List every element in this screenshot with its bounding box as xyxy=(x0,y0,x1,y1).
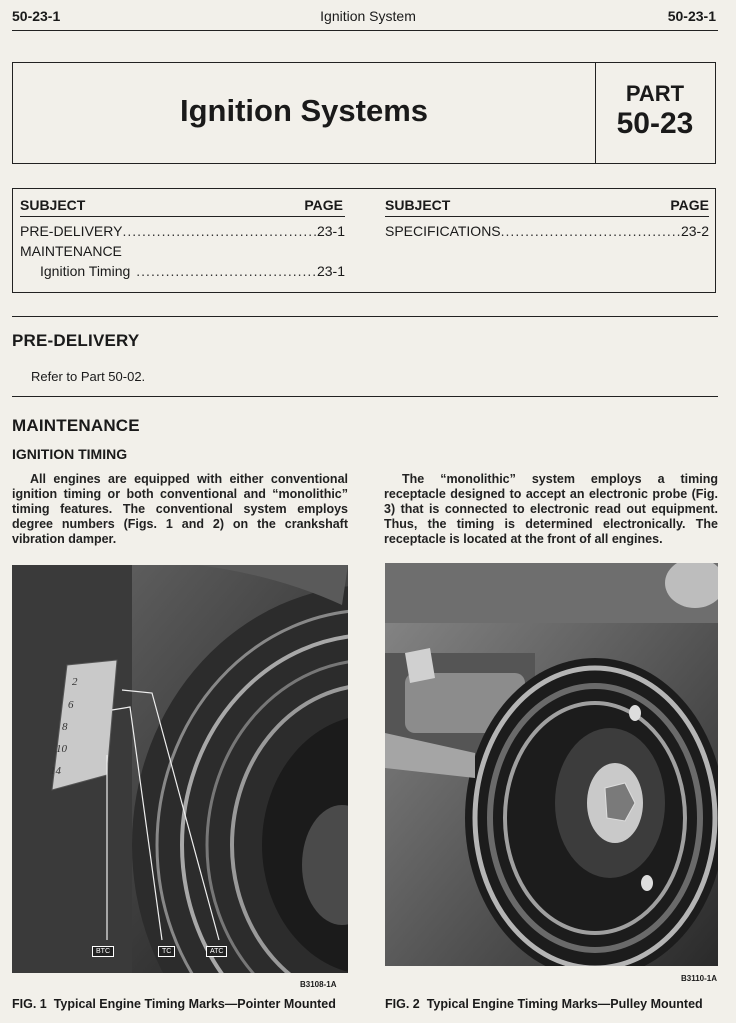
toc-subject-heading-left: SUBJECT xyxy=(20,197,86,213)
toc-entry-label: PRE-DELIVERY xyxy=(20,223,123,239)
figure-2-caption-text: Typical Engine Timing Marks—Pulley Mounted xyxy=(426,997,703,1011)
toc-entry-specifications[interactable] xyxy=(385,223,709,239)
btc-label: BTC xyxy=(92,946,114,957)
toc-entry-page: 23-2 xyxy=(680,223,709,239)
figure-1-number: FIG. 1 xyxy=(12,997,47,1011)
figure-2-number: FIG. 2 xyxy=(385,997,420,1011)
scale-number: 10 xyxy=(56,743,67,755)
page-title: Ignition Systems xyxy=(179,93,429,128)
toc-subject-heading-right: SUBJECT xyxy=(385,197,451,213)
toc-page-heading-left: PAGE xyxy=(304,197,343,213)
toc-leader-dots xyxy=(136,263,317,279)
toc-entry-pre-delivery[interactable] xyxy=(20,223,345,239)
header-right: 50-23-1 xyxy=(667,8,716,24)
scale-number: 14 xyxy=(50,765,61,777)
ignition-timing-heading: IGNITION TIMING xyxy=(12,446,128,462)
pre-delivery-text: Refer to Part 50-02. xyxy=(31,369,146,384)
part-number: 50-23 xyxy=(616,107,694,140)
toc-leader-dots xyxy=(501,223,681,239)
figure-2-code: B3110-1A xyxy=(681,974,718,983)
figure-2-photo xyxy=(385,563,718,966)
maintenance-paragraph-right: The “monolithic” system employs a timing receptacle designed to accept an electronic probe (Fig. 3) that is connected to electronic read out equipment. Thus, the timing is determined electronically. The receptacle is located at the front of all engines. xyxy=(384,472,718,546)
header-rule xyxy=(12,30,718,31)
figure-1-caption xyxy=(12,997,348,1011)
toc-entry-label: Ignition Timing xyxy=(40,263,131,279)
pulley-timing-marks-illustration xyxy=(385,563,718,966)
pre-delivery-heading: PRE-DELIVERY xyxy=(12,331,140,350)
pointer-timing-marks-illustration xyxy=(12,565,348,973)
figure-1-code: B3108-1A xyxy=(300,980,337,989)
toc-entry-maintenance xyxy=(20,243,345,259)
section-rule xyxy=(12,316,718,317)
toc-rule-left xyxy=(20,216,345,217)
tc-label: TC xyxy=(158,946,175,957)
figure-1-photo xyxy=(12,565,348,973)
part-label: PART xyxy=(625,81,685,106)
table-of-contents xyxy=(12,188,716,293)
toc-rule-right xyxy=(385,216,709,217)
toc-entry-label: MAINTENANCE xyxy=(20,243,122,259)
toc-entry-label: SPECIFICATIONS xyxy=(385,223,501,239)
maintenance-paragraph-left: All engines are equipped with either conventional ignition timing or both conventional and “monolithic” timing features. The conventional system employs degree numbers (Figs. 1 and 2) on the crankshaft vibration damper. xyxy=(12,472,348,546)
figure-2-caption xyxy=(385,997,718,1011)
toc-entry-page: 23-1 xyxy=(316,263,345,279)
header-left: 50-23-1 xyxy=(12,8,61,24)
scale-number: 6 xyxy=(68,699,74,711)
toc-entry-ignition-timing[interactable] xyxy=(40,263,345,279)
scale-number: 8 xyxy=(62,721,68,733)
header-center: Ignition System xyxy=(320,8,416,24)
scale-number: 2 xyxy=(72,676,78,688)
toc-leader-dots xyxy=(122,223,317,239)
toc-entry-page: 23-1 xyxy=(316,223,345,239)
toc-page-heading-right: PAGE xyxy=(670,197,709,213)
maintenance-heading: MAINTENANCE xyxy=(12,416,140,435)
figure-1-caption-text: Typical Engine Timing Marks—Pointer Mounted xyxy=(53,997,336,1011)
atc-label: ATC xyxy=(206,946,227,957)
title-box xyxy=(12,62,716,164)
section-rule xyxy=(12,396,718,397)
